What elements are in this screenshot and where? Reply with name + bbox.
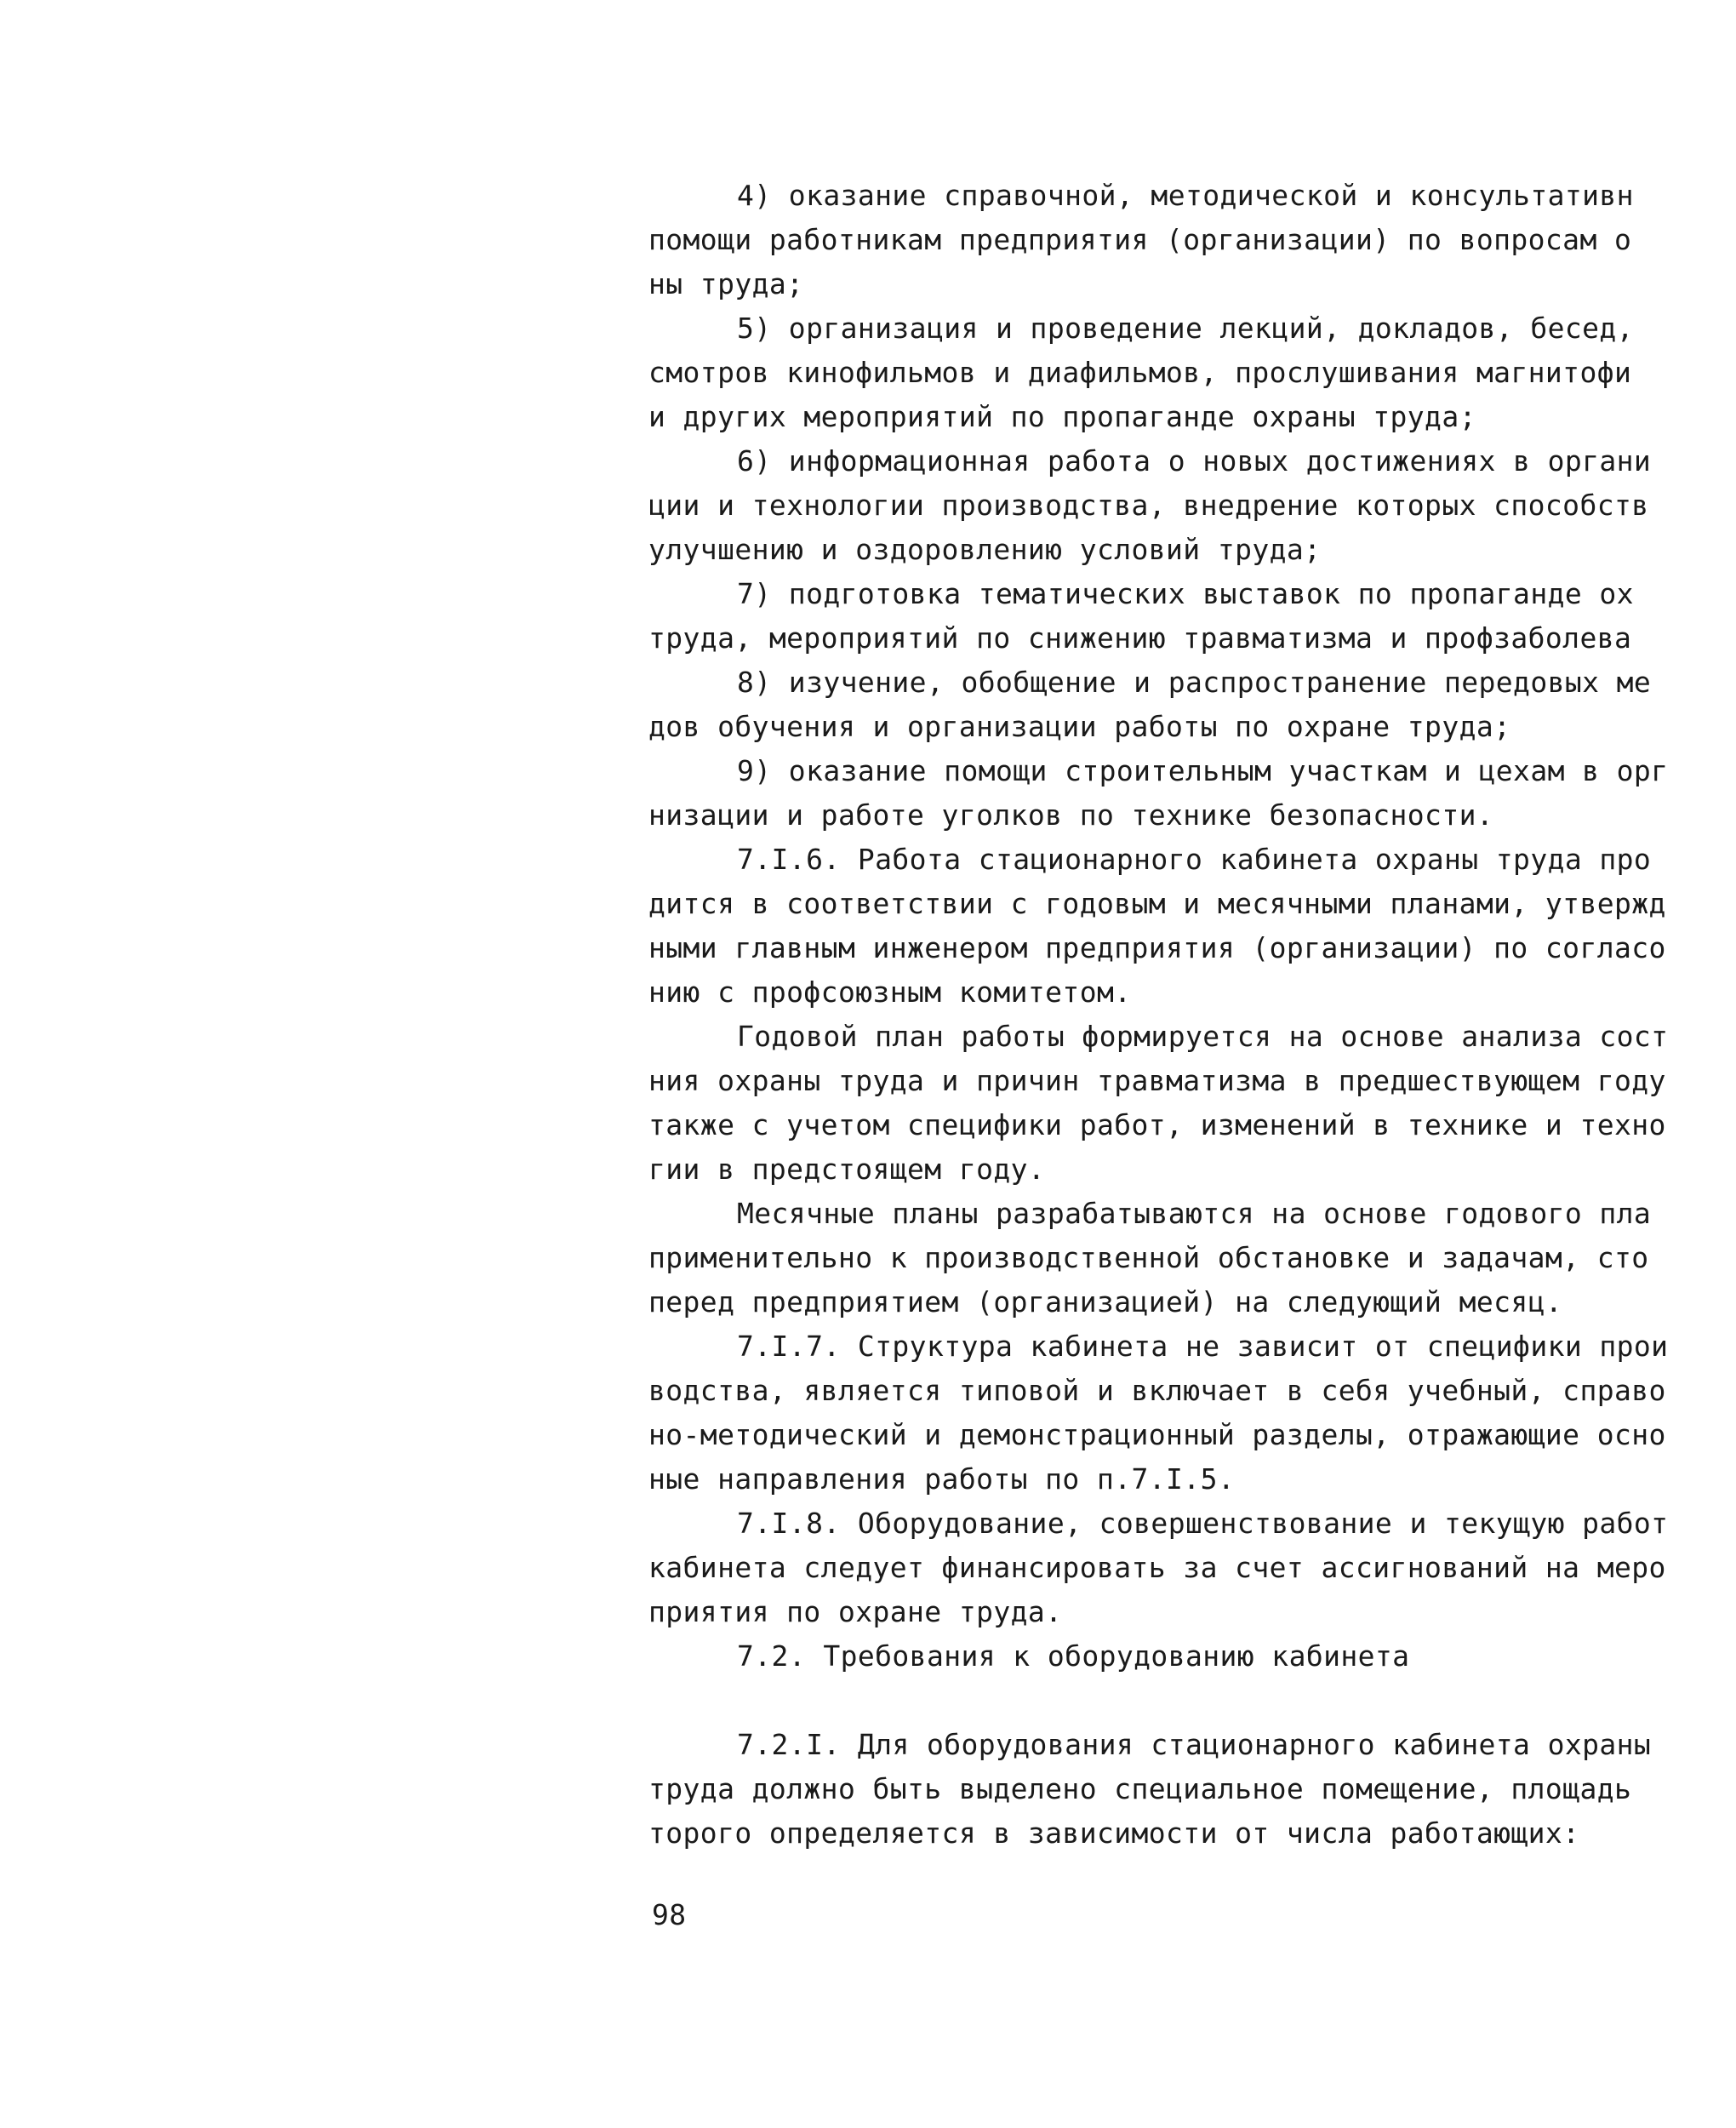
text-line: 7.I.8. Оборудование, совершенствование и текущую работ [737, 1507, 1669, 1540]
section-heading: 7.2. Требования к оборудованию кабинета [737, 1639, 1410, 1673]
text-line: труда, мероприятий по снижению травматизма и профзаболева [648, 621, 1632, 655]
text-line: кабинета следует финансировать за счет ассигнований на меро [648, 1551, 1666, 1584]
text-line: перед предприятием (организацией) на следующий месяц. [648, 1285, 1563, 1319]
text-line: помощи работникам предприятия (организации) по вопросам о [648, 223, 1632, 256]
text-line: гии в предстоящем году. [648, 1153, 1046, 1186]
text-line: 7.2.I. Для оборудования стационарного кабинета охраны [737, 1728, 1652, 1761]
body-text [648, 174, 1704, 1856]
paragraph-item-5 [648, 306, 1704, 439]
text-line: водства, является типовой и включает в себя учебный, справо [648, 1374, 1666, 1407]
text-line: дов обучения и организации работы по охране труда; [648, 710, 1511, 743]
text-line: труда должно быть выделено специальное помещение, площадь [648, 1772, 1632, 1805]
text-line: нию с профсоюзным комитетом. [648, 975, 1132, 1009]
paragraph-7-1-8 [648, 1502, 1704, 1634]
text-line: дится в соответствии с годовым и месячными планами, утвержд [648, 887, 1666, 920]
text-line: 6) информационная работа о новых достижениях в органи [737, 444, 1652, 478]
text-line: также с учетом специфики работ, изменений в технике и техно [648, 1108, 1666, 1141]
paragraph-item-8 [648, 661, 1704, 749]
text-line: 7.I.6. Работа стационарного кабинета охраны труда про [737, 843, 1652, 876]
text-line: 7) подготовка тематических выставок по пропаганде ох [737, 577, 1634, 610]
text-line: приятия по охране труда. [648, 1595, 1063, 1628]
text-line: торого определяется в зависимости от числа работающих: [648, 1816, 1580, 1850]
text-line: 9) оказание помощи строительным участкам и цехам в орг [737, 754, 1669, 787]
text-line: Годовой план работы формируется на основе анализа сост [737, 1020, 1669, 1053]
text-line: но-методический и демонстрационный разделы, отражающие осно [648, 1418, 1666, 1451]
text-line: смотров кинофильмов и диафильмов, прослушивания магнитофи [648, 356, 1632, 389]
text-line: низации и работе уголков по технике безопасности. [648, 798, 1494, 832]
page-number: 98 [652, 1898, 687, 1931]
text-line: ными главным инженером предприятия (организации) по согласо [648, 931, 1666, 964]
paragraph-annual-plan [648, 1015, 1704, 1192]
text-line: 7.I.7. Структура кабинета не зависит от специфики прои [737, 1330, 1669, 1363]
text-line: 8) изучение, обобщение и распространение передовых ме [737, 666, 1652, 699]
text-line: Месячные планы разрабатываются на основе годового пла [737, 1197, 1652, 1230]
paragraph-item-9 [648, 749, 1704, 838]
paragraph-item-7 [648, 572, 1704, 661]
paragraph-7-1-6 [648, 838, 1704, 1015]
text-line: ны труда; [648, 267, 804, 300]
paragraph-item-4 [648, 174, 1704, 306]
text-line: ния охраны труда и причин травматизма в предшествующем году [648, 1064, 1666, 1097]
text-line: улучшению и оздоровлению условий труда; [648, 533, 1322, 566]
section-heading-7-2 [648, 1634, 1704, 1679]
text-line: применительно к производственной обстановке и задачам, сто [648, 1241, 1649, 1274]
paragraph-7-2-1 [648, 1723, 1704, 1856]
text-line: ные направления работы по п.7.I.5. [648, 1462, 1236, 1496]
text-line: 5) организация и проведение лекций, докладов, бесед, [737, 312, 1634, 345]
paragraph-item-6 [648, 439, 1704, 572]
paragraph-7-1-7 [648, 1324, 1704, 1502]
text-line: 4) оказание справочной, методической и консультативн [737, 179, 1634, 212]
paragraph-monthly-plans [648, 1192, 1704, 1324]
text-line: и других мероприятий по пропаганде охраны труда; [648, 400, 1476, 433]
section-gap [648, 1679, 1704, 1723]
text-line: ции и технологии производства, внедрение которых способств [648, 489, 1649, 522]
